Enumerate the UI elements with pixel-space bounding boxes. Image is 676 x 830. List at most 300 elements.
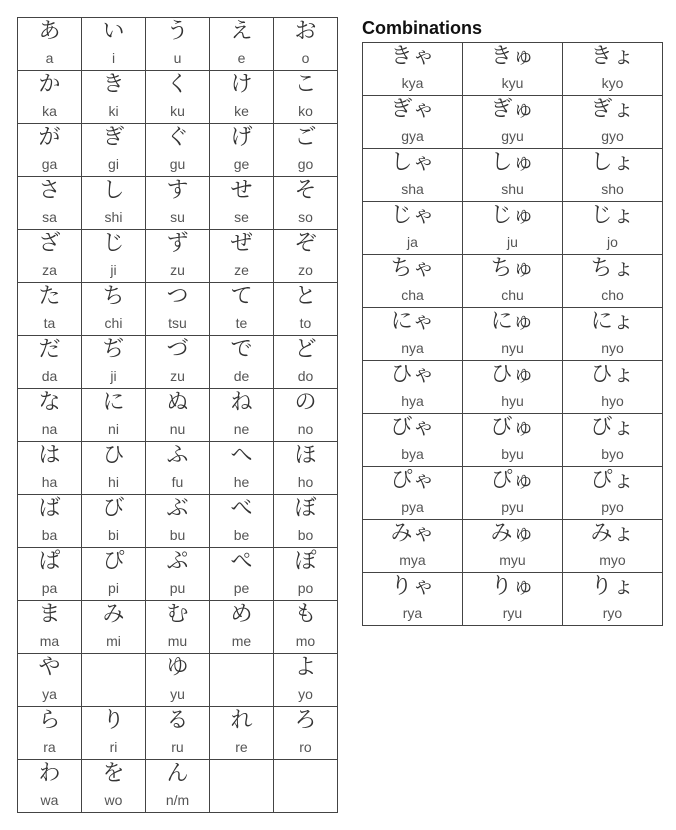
- hiragana-row: [18, 18, 338, 71]
- kana-character: ぼ: [294, 496, 317, 521]
- kana-character: ほ: [294, 443, 317, 468]
- kana-character: を: [102, 761, 125, 786]
- kana-cell: [463, 149, 563, 202]
- romaji-label: tsu: [168, 315, 187, 331]
- romaji-label: byu: [501, 446, 524, 462]
- romaji-label: myu: [499, 552, 526, 568]
- hiragana-row: [18, 548, 338, 601]
- kana-cell: [274, 654, 338, 707]
- kana-character: む: [166, 602, 189, 627]
- kana-cell: [274, 124, 338, 177]
- kana-character: ば: [38, 496, 61, 521]
- combination-row: [363, 467, 663, 520]
- kana-character: しょ: [590, 150, 635, 175]
- romaji-label: i: [111, 50, 116, 66]
- romaji-label: gu: [169, 156, 186, 172]
- romaji-label: ri: [109, 739, 118, 755]
- kana-cell: [210, 707, 274, 760]
- kana-cell: [363, 202, 463, 255]
- kana-cell: [363, 255, 463, 308]
- kana-cell: [363, 96, 463, 149]
- kana-cell: [274, 548, 338, 601]
- kana-cell: [82, 760, 146, 813]
- kana-character: りょ: [590, 574, 635, 599]
- kana-cell: [210, 495, 274, 548]
- hiragana-row: [18, 442, 338, 495]
- romaji-label: cha: [401, 287, 424, 303]
- romaji-label: ru: [171, 739, 184, 755]
- romaji-label: sha: [401, 181, 424, 197]
- kana-cell: [463, 467, 563, 520]
- hiragana-row: [18, 283, 338, 336]
- kana-character: ぴゃ: [390, 468, 435, 493]
- kana-cell: [274, 18, 338, 71]
- kana-character: りゃ: [390, 574, 435, 599]
- combination-row: [363, 255, 663, 308]
- romaji-label: pyo: [601, 499, 624, 515]
- kana-cell: [563, 520, 663, 573]
- romaji-label: u: [173, 50, 182, 66]
- kana-cell: [82, 283, 146, 336]
- romaji-label: do: [297, 368, 314, 384]
- romaji-label: bo: [297, 527, 314, 543]
- kana-cell: [563, 414, 663, 467]
- kana-character: ふ: [166, 443, 189, 468]
- kana-cell: [82, 124, 146, 177]
- kana-character: づ: [166, 337, 189, 362]
- kana-cell: [210, 601, 274, 654]
- kana-cell: [463, 96, 563, 149]
- hiragana-row: [18, 230, 338, 283]
- kana-character: き: [102, 72, 125, 97]
- kana-cell: [18, 654, 82, 707]
- kana-cell: [82, 18, 146, 71]
- kana-character: ひゅ: [490, 362, 535, 387]
- kana-cell: [146, 283, 210, 336]
- kana-cell: [18, 283, 82, 336]
- hiragana-row: [18, 654, 338, 707]
- romaji-label: bi: [108, 527, 119, 543]
- kana-character: ざ: [38, 231, 61, 256]
- romaji-label: po: [297, 580, 314, 596]
- romaji-label: bu: [169, 527, 186, 543]
- romaji-label: jo: [607, 234, 618, 250]
- kana-character: ろ: [294, 708, 317, 733]
- romaji-label: shu: [501, 181, 524, 197]
- romaji-label: ryo: [602, 605, 623, 621]
- romaji-label: no: [297, 421, 314, 437]
- romaji-label: pa: [41, 580, 58, 596]
- kana-character: ぢ: [102, 337, 125, 362]
- kana-cell: [363, 361, 463, 414]
- kana-cell: [210, 230, 274, 283]
- kana-cell: [563, 43, 663, 96]
- hiragana-row: [18, 495, 338, 548]
- kana-cell: [210, 283, 274, 336]
- kana-character: る: [166, 708, 189, 733]
- hiragana-row: [18, 601, 338, 654]
- romaji-label: da: [41, 368, 58, 384]
- kana-cell: [146, 71, 210, 124]
- combination-row: [363, 43, 663, 96]
- empty-cell: [82, 654, 146, 707]
- combination-row: [363, 149, 663, 202]
- romaji-label: ni: [108, 421, 119, 437]
- kana-cell: [463, 308, 563, 361]
- kana-character: べ: [230, 496, 253, 521]
- hiragana-table: [17, 17, 338, 813]
- kana-character: ら: [38, 708, 61, 733]
- romaji-label: gi: [108, 156, 119, 172]
- kana-character: ど: [294, 337, 317, 362]
- kana-character: ちゃ: [390, 256, 435, 281]
- combination-row: [363, 96, 663, 149]
- romaji-label: e: [237, 50, 246, 66]
- kana-cell: [18, 760, 82, 813]
- romaji-label: de: [233, 368, 250, 384]
- romaji-label: chi: [104, 315, 123, 331]
- kana-character: な: [38, 390, 61, 415]
- kana-character: びょ: [590, 415, 635, 440]
- romaji-label: yu: [170, 686, 185, 702]
- kana-cell: [18, 124, 82, 177]
- kana-character: め: [230, 602, 253, 627]
- kana-cell: [274, 336, 338, 389]
- romaji-label: ra: [43, 739, 56, 755]
- kana-cell: [463, 43, 563, 96]
- kana-character: みゅ: [490, 521, 535, 546]
- kana-cell: [146, 177, 210, 230]
- romaji-label: kyo: [601, 75, 624, 91]
- kana-character: だ: [38, 337, 61, 362]
- romaji-label: nu: [169, 421, 186, 437]
- kana-character: ぞ: [294, 231, 317, 256]
- kana-character: で: [230, 337, 253, 362]
- kana-cell: [210, 389, 274, 442]
- kana-character: びゃ: [390, 415, 435, 440]
- romaji-label: ro: [299, 739, 312, 755]
- kana-cell: [146, 124, 210, 177]
- romaji-label: rya: [402, 605, 423, 621]
- romaji-label: zo: [298, 262, 313, 278]
- romaji-label: ze: [234, 262, 249, 278]
- kana-cell: [82, 336, 146, 389]
- romaji-label: re: [235, 739, 248, 755]
- kana-character: ぐ: [166, 125, 189, 150]
- romaji-label: myo: [599, 552, 626, 568]
- romaji-label: cho: [601, 287, 624, 303]
- kana-cell: [82, 230, 146, 283]
- kana-cell: [82, 601, 146, 654]
- romaji-label: me: [231, 633, 252, 649]
- romaji-label: nyo: [601, 340, 624, 356]
- kana-cell: [463, 255, 563, 308]
- kana-character: せ: [230, 178, 253, 203]
- kana-cell: [18, 177, 82, 230]
- combination-row: [363, 202, 663, 255]
- romaji-label: n/m: [165, 792, 190, 808]
- kana-character: じゅ: [490, 203, 535, 228]
- kana-character: ぎゃ: [390, 97, 435, 122]
- romaji-label: yo: [298, 686, 313, 702]
- kana-character: りゅ: [490, 574, 535, 599]
- combinations-table: [362, 42, 663, 626]
- kana-character: ぴ: [102, 549, 125, 574]
- kana-character: ご: [294, 125, 317, 150]
- kana-cell: [146, 336, 210, 389]
- romaji-label: hya: [401, 393, 424, 409]
- kana-cell: [363, 414, 463, 467]
- kana-character: ぎょ: [590, 97, 635, 122]
- kana-cell: [463, 202, 563, 255]
- romaji-label: shi: [104, 209, 123, 225]
- kana-character: わ: [38, 761, 61, 786]
- romaji-label: pi: [108, 580, 119, 596]
- kana-character: び: [102, 496, 125, 521]
- kana-character: げ: [230, 125, 253, 150]
- kana-character: は: [38, 443, 61, 468]
- kana-cell: [18, 495, 82, 548]
- kana-cell: [82, 495, 146, 548]
- romaji-label: wo: [104, 792, 123, 808]
- kana-cell: [274, 177, 338, 230]
- romaji-label: so: [298, 209, 313, 225]
- romaji-label: ku: [170, 103, 185, 119]
- kana-cell: [563, 255, 663, 308]
- kana-cell: [146, 442, 210, 495]
- kana-cell: [210, 18, 274, 71]
- kana-cell: [274, 707, 338, 760]
- kana-cell: [18, 389, 82, 442]
- kana-cell: [146, 548, 210, 601]
- romaji-label: nya: [401, 340, 424, 356]
- kana-character: ぜ: [230, 231, 253, 256]
- kana-cell: [146, 230, 210, 283]
- romaji-label: ki: [108, 103, 119, 119]
- romaji-label: go: [297, 156, 314, 172]
- kana-cell: [563, 96, 663, 149]
- romaji-label: se: [234, 209, 249, 225]
- kana-cell: [210, 71, 274, 124]
- kana-character: みょ: [590, 521, 635, 546]
- romaji-label: ko: [298, 103, 313, 119]
- romaji-label: te: [235, 315, 248, 331]
- kana-character: よ: [294, 655, 317, 680]
- kana-character: に: [102, 390, 125, 415]
- hiragana-row: [18, 707, 338, 760]
- kana-character: そ: [294, 178, 317, 203]
- kana-cell: [563, 573, 663, 626]
- romaji-label: mo: [295, 633, 316, 649]
- hiragana-row: [18, 71, 338, 124]
- hiragana-row: [18, 389, 338, 442]
- combination-row: [363, 361, 663, 414]
- kana-cell: [210, 442, 274, 495]
- kana-character: ちゅ: [490, 256, 535, 281]
- romaji-label: ha: [41, 474, 58, 490]
- hiragana-row: [18, 760, 338, 813]
- kana-cell: [146, 18, 210, 71]
- kana-character: ひゃ: [390, 362, 435, 387]
- romaji-label: ge: [233, 156, 250, 172]
- kana-character: や: [38, 655, 61, 680]
- kana-cell: [363, 308, 463, 361]
- kana-character: ひ: [102, 443, 125, 468]
- kana-character: け: [230, 72, 253, 97]
- kana-character: しゃ: [390, 150, 435, 175]
- combinations-title: Combinations: [362, 18, 482, 38]
- kana-character: え: [230, 19, 253, 44]
- kana-character: も: [294, 602, 317, 627]
- kana-cell: [363, 573, 463, 626]
- romaji-label: ji: [110, 368, 117, 384]
- kana-character: ち: [102, 284, 125, 309]
- kana-cell: [463, 520, 563, 573]
- kana-character: こ: [294, 72, 317, 97]
- kana-cell: [363, 149, 463, 202]
- romaji-label: zu: [170, 262, 185, 278]
- kana-character: す: [166, 178, 189, 203]
- romaji-label: su: [170, 209, 185, 225]
- kana-cell: [18, 601, 82, 654]
- kana-character: ぬ: [166, 390, 189, 415]
- romaji-label: pe: [233, 580, 250, 596]
- kana-cell: [18, 18, 82, 71]
- kana-character: にゅ: [490, 309, 535, 334]
- kana-cell: [18, 336, 82, 389]
- kana-cell: [210, 124, 274, 177]
- kana-cell: [146, 389, 210, 442]
- kana-cell: [82, 177, 146, 230]
- kana-cell: [563, 149, 663, 202]
- kana-cell: [146, 495, 210, 548]
- romaji-label: ta: [43, 315, 56, 331]
- romaji-label: chu: [501, 287, 524, 303]
- kana-character: し: [102, 178, 125, 203]
- kana-character: つ: [166, 284, 189, 309]
- romaji-label: he: [233, 474, 250, 490]
- kana-character: ちょ: [590, 256, 635, 281]
- romaji-label: be: [233, 527, 250, 543]
- kana-character: あ: [38, 19, 61, 44]
- kana-character: ぎゅ: [490, 97, 535, 122]
- kana-character: きゅ: [490, 44, 535, 69]
- hiragana-row: [18, 336, 338, 389]
- romaji-label: to: [299, 315, 312, 331]
- kana-character: て: [230, 284, 253, 309]
- kana-character: が: [38, 125, 61, 150]
- kana-character: た: [38, 284, 61, 309]
- kana-cell: [82, 548, 146, 601]
- kana-cell: [82, 442, 146, 495]
- kana-character: の: [294, 390, 317, 415]
- kana-character: みゃ: [390, 521, 435, 546]
- kana-character: じゃ: [390, 203, 435, 228]
- kana-cell: [18, 71, 82, 124]
- kana-character: ま: [38, 602, 61, 627]
- romaji-label: ne: [233, 421, 250, 437]
- kana-cell: [274, 495, 338, 548]
- kana-character: ず: [166, 231, 189, 256]
- kana-cell: [18, 548, 82, 601]
- romaji-label: zu: [170, 368, 185, 384]
- combination-row: [363, 414, 663, 467]
- kana-cell: [463, 573, 563, 626]
- romaji-label: hyu: [501, 393, 524, 409]
- kana-character: ぷ: [166, 549, 189, 574]
- romaji-label: za: [42, 262, 57, 278]
- romaji-label: na: [41, 421, 58, 437]
- combination-row: [363, 520, 663, 573]
- combination-row: [363, 308, 663, 361]
- kana-character: きょ: [590, 44, 635, 69]
- hiragana-row: [18, 124, 338, 177]
- romaji-label: ke: [234, 103, 249, 119]
- kana-cell: [363, 520, 463, 573]
- kana-character: ぴゅ: [490, 468, 535, 493]
- kana-character: しゅ: [490, 150, 535, 175]
- kana-character: ぺ: [230, 549, 253, 574]
- kana-cell: [82, 389, 146, 442]
- empty-cell: [274, 760, 338, 813]
- romaji-label: a: [45, 50, 54, 66]
- romaji-label: ga: [41, 156, 58, 172]
- romaji-label: wa: [40, 792, 59, 808]
- romaji-label: o: [301, 50, 310, 66]
- empty-cell: [210, 654, 274, 707]
- romaji-label: pu: [169, 580, 186, 596]
- kana-character: びゅ: [490, 415, 535, 440]
- romaji-label: ji: [110, 262, 117, 278]
- kana-character: ん: [166, 761, 189, 786]
- kana-character: さ: [38, 178, 61, 203]
- kana-character: く: [166, 72, 189, 97]
- kana-cell: [210, 548, 274, 601]
- romaji-label: ryu: [502, 605, 523, 621]
- romaji-label: pya: [401, 499, 424, 515]
- romaji-label: fu: [171, 474, 184, 490]
- kana-cell: [463, 414, 563, 467]
- kana-character: ぱ: [38, 549, 61, 574]
- kana-character: じょ: [590, 203, 635, 228]
- kana-cell: [463, 361, 563, 414]
- romaji-label: ho: [297, 474, 314, 490]
- kana-character: きゃ: [390, 44, 435, 69]
- romaji-label: mi: [106, 633, 121, 649]
- kana-character: にゃ: [390, 309, 435, 334]
- kana-character: と: [294, 284, 317, 309]
- kana-cell: [210, 177, 274, 230]
- romaji-label: hyo: [601, 393, 624, 409]
- kana-cell: [274, 389, 338, 442]
- kana-cell: [563, 467, 663, 520]
- romaji-label: ju: [507, 234, 518, 250]
- romaji-label: bya: [401, 446, 424, 462]
- romaji-label: gyu: [501, 128, 524, 144]
- kana-cell: [274, 230, 338, 283]
- kana-cell: [146, 760, 210, 813]
- kana-cell: [363, 467, 463, 520]
- kana-character: ぴょ: [590, 468, 635, 493]
- kana-cell: [82, 71, 146, 124]
- kana-character: ね: [230, 390, 253, 415]
- kana-cell: [563, 308, 663, 361]
- kana-cell: [146, 707, 210, 760]
- romaji-label: sa: [42, 209, 57, 225]
- kana-cell: [274, 71, 338, 124]
- kana-character: れ: [230, 708, 253, 733]
- combination-row: [363, 573, 663, 626]
